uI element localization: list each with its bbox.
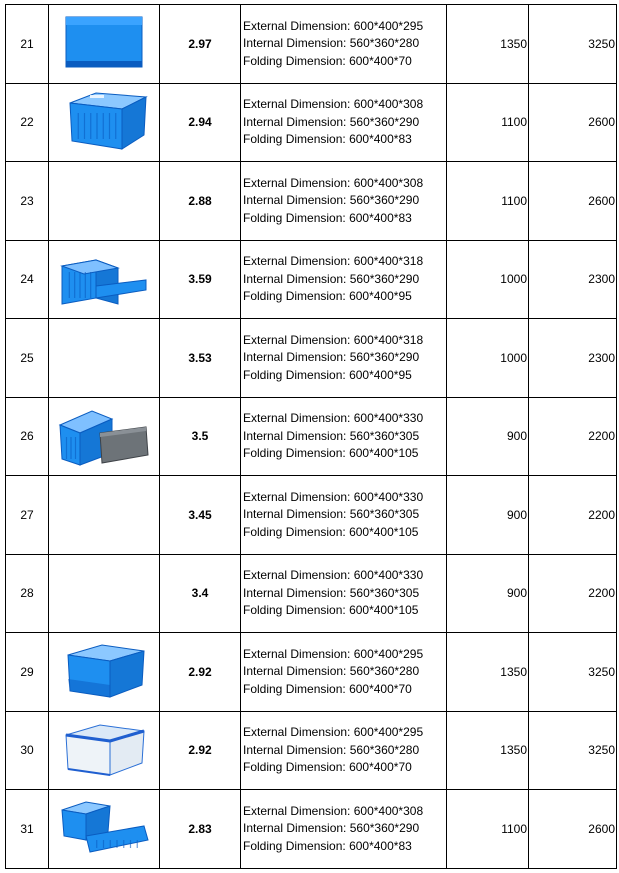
closed-box-crate-image bbox=[56, 11, 152, 77]
quantity-a: 900 bbox=[447, 397, 529, 476]
table-row bbox=[6, 162, 617, 241]
external-dimension-value: 600*400*295 bbox=[353, 18, 424, 33]
table-row bbox=[6, 5, 617, 84]
external-dimension-value: 600*400*308 bbox=[353, 175, 424, 190]
folding-dimension-label: Folding Dimension: bbox=[243, 289, 350, 303]
folding-dimension bbox=[243, 524, 446, 542]
dimensions-cell bbox=[241, 5, 447, 84]
folding-dimension-label: Folding Dimension: bbox=[243, 603, 350, 617]
quantity-b: 2200 bbox=[529, 554, 617, 633]
product-image-cell bbox=[49, 476, 160, 555]
external-dimension bbox=[243, 646, 446, 664]
internal-dimension-label: Internal Dimension: bbox=[243, 585, 350, 600]
external-dimension-label: External Dimension: bbox=[243, 332, 354, 347]
weight-value: 2.83 bbox=[160, 790, 241, 869]
internal-dimension-value: 560*360*305 bbox=[349, 428, 420, 443]
table-row bbox=[6, 711, 617, 790]
external-dimension-value: 600*400*308 bbox=[353, 97, 424, 111]
folding-dimension bbox=[243, 53, 446, 71]
product-image-cell bbox=[49, 83, 160, 162]
external-dimension-label: External Dimension: bbox=[243, 254, 354, 268]
crate-and-folded-crate-image bbox=[56, 796, 152, 862]
quantity-b: 3250 bbox=[529, 711, 617, 790]
open-crate-solid-image bbox=[56, 639, 152, 705]
product-image-cell bbox=[49, 162, 160, 241]
row-number: 26 bbox=[6, 397, 49, 476]
crate-with-grey-folded-image bbox=[56, 403, 152, 469]
folding-dimension-value: 600*400*105 bbox=[349, 603, 419, 617]
row-number: 28 bbox=[6, 554, 49, 633]
quantity-a: 900 bbox=[447, 476, 529, 555]
quantity-a: 1350 bbox=[447, 711, 529, 790]
internal-dimension-label: Internal Dimension: bbox=[243, 350, 350, 364]
table-row bbox=[6, 83, 617, 162]
table-row bbox=[6, 476, 617, 555]
external-dimension bbox=[243, 410, 446, 428]
internal-dimension bbox=[243, 114, 446, 132]
weight-value: 3.5 bbox=[160, 397, 241, 476]
external-dimension bbox=[243, 175, 446, 193]
folding-dimension bbox=[243, 838, 446, 856]
folding-dimension bbox=[243, 367, 446, 385]
dimensions-cell bbox=[241, 476, 447, 555]
row-number: 30 bbox=[6, 711, 49, 790]
weight-value: 2.92 bbox=[160, 633, 241, 712]
external-dimension-label: External Dimension: bbox=[243, 175, 354, 190]
spec-table-body bbox=[6, 5, 617, 869]
table-row bbox=[6, 240, 617, 319]
folding-dimension-value: 600*400*95 bbox=[349, 367, 412, 382]
internal-dimension-value: 560*360*280 bbox=[349, 742, 420, 757]
internal-dimension-value: 560*360*290 bbox=[349, 193, 420, 207]
product-image-cell bbox=[49, 633, 160, 712]
internal-dimension-value: 560*360*290 bbox=[349, 350, 420, 364]
folding-dimension bbox=[243, 210, 446, 228]
internal-dimension bbox=[243, 35, 446, 53]
internal-dimension-value: 560*360*280 bbox=[349, 664, 420, 678]
internal-dimension-value: 560*360*290 bbox=[349, 271, 420, 286]
folding-dimension-label: Folding Dimension: bbox=[243, 210, 350, 225]
internal-dimension bbox=[243, 349, 446, 367]
folding-dimension-value: 600*400*70 bbox=[349, 681, 412, 696]
dimensions-cell bbox=[241, 240, 447, 319]
quantity-a: 1100 bbox=[447, 83, 529, 162]
quantity-b: 2600 bbox=[529, 790, 617, 869]
row-number: 31 bbox=[6, 790, 49, 869]
external-dimension-label: External Dimension: bbox=[243, 18, 354, 33]
internal-dimension-label: Internal Dimension: bbox=[243, 821, 350, 835]
external-dimension bbox=[243, 489, 446, 507]
external-dimension-value: 600*400*330 bbox=[353, 411, 424, 425]
table-row bbox=[6, 554, 617, 633]
quantity-b: 2600 bbox=[529, 162, 617, 241]
quantity-a: 1350 bbox=[447, 633, 529, 712]
folding-dimension-value: 600*400*83 bbox=[349, 838, 412, 853]
dimensions-cell bbox=[241, 633, 447, 712]
dimensions-cell bbox=[241, 162, 447, 241]
row-number: 27 bbox=[6, 476, 49, 555]
product-image-cell bbox=[49, 319, 160, 398]
folding-dimension-label: Folding Dimension: bbox=[243, 524, 350, 539]
internal-dimension-value: 560*360*280 bbox=[349, 36, 420, 50]
folding-dimension-value: 600*400*105 bbox=[349, 446, 419, 460]
external-dimension-label: External Dimension: bbox=[243, 725, 354, 739]
internal-dimension bbox=[243, 820, 446, 838]
internal-dimension bbox=[243, 271, 446, 289]
quantity-a: 1350 bbox=[447, 5, 529, 84]
product-spec-table bbox=[5, 4, 617, 869]
external-dimension-value: 600*400*295 bbox=[353, 725, 424, 739]
quantity-a: 1100 bbox=[447, 162, 529, 241]
external-dimension-value: 600*400*295 bbox=[353, 646, 424, 661]
folding-dimension-label: Folding Dimension: bbox=[243, 838, 350, 853]
internal-dimension-label: Internal Dimension: bbox=[243, 507, 350, 521]
folding-dimension-value: 600*400*95 bbox=[349, 289, 412, 303]
folding-dimension-value: 600*400*83 bbox=[349, 132, 412, 146]
external-dimension bbox=[243, 18, 446, 36]
external-dimension-value: 600*400*318 bbox=[353, 254, 424, 268]
external-dimension bbox=[243, 253, 446, 271]
quantity-a: 1000 bbox=[447, 319, 529, 398]
row-number: 21 bbox=[6, 5, 49, 84]
folding-dimension-label: Folding Dimension: bbox=[243, 367, 350, 382]
external-dimension-label: External Dimension: bbox=[243, 568, 354, 582]
dimensions-cell bbox=[241, 554, 447, 633]
transparent-crate-image bbox=[56, 717, 152, 783]
folding-dimension-label: Folding Dimension: bbox=[243, 681, 350, 696]
folding-dimension bbox=[243, 759, 446, 777]
row-number: 25 bbox=[6, 319, 49, 398]
quantity-b: 2200 bbox=[529, 476, 617, 555]
internal-dimension-label: Internal Dimension: bbox=[243, 664, 350, 678]
table-row bbox=[6, 397, 617, 476]
quantity-b: 3250 bbox=[529, 633, 617, 712]
row-number: 24 bbox=[6, 240, 49, 319]
crate-half-folded-image bbox=[56, 246, 152, 312]
dimensions-cell bbox=[241, 319, 447, 398]
weight-value: 2.94 bbox=[160, 83, 241, 162]
dimensions-cell bbox=[241, 397, 447, 476]
weight-value: 3.59 bbox=[160, 240, 241, 319]
quantity-b: 2200 bbox=[529, 397, 617, 476]
quantity-a: 1000 bbox=[447, 240, 529, 319]
product-image-cell bbox=[49, 554, 160, 633]
quantity-b: 2600 bbox=[529, 83, 617, 162]
internal-dimension-label: Internal Dimension: bbox=[243, 742, 350, 757]
external-dimension-value: 600*400*308 bbox=[353, 803, 424, 818]
internal-dimension bbox=[243, 663, 446, 681]
external-dimension bbox=[243, 803, 446, 821]
product-image-cell bbox=[49, 790, 160, 869]
internal-dimension-label: Internal Dimension: bbox=[243, 36, 350, 50]
external-dimension-value: 600*400*318 bbox=[353, 332, 424, 347]
external-dimension bbox=[243, 332, 446, 350]
dimensions-cell bbox=[241, 790, 447, 869]
quantity-a: 1100 bbox=[447, 790, 529, 869]
folding-dimension bbox=[243, 288, 446, 306]
internal-dimension bbox=[243, 742, 446, 760]
table-row bbox=[6, 790, 617, 869]
folding-dimension-label: Folding Dimension: bbox=[243, 53, 350, 68]
row-number: 29 bbox=[6, 633, 49, 712]
internal-dimension bbox=[243, 428, 446, 446]
internal-dimension-value: 560*360*290 bbox=[349, 114, 420, 129]
quantity-b: 3250 bbox=[529, 5, 617, 84]
external-dimension bbox=[243, 96, 446, 114]
row-number: 22 bbox=[6, 83, 49, 162]
quantity-a: 900 bbox=[447, 554, 529, 633]
external-dimension-value: 600*400*330 bbox=[353, 489, 424, 504]
internal-dimension-value: 560*360*305 bbox=[349, 507, 420, 521]
folding-dimension bbox=[243, 681, 446, 699]
internal-dimension bbox=[243, 506, 446, 524]
external-dimension-label: External Dimension: bbox=[243, 411, 354, 425]
weight-value: 2.97 bbox=[160, 5, 241, 84]
folding-dimension-value: 600*400*105 bbox=[349, 524, 419, 539]
quantity-b: 2300 bbox=[529, 240, 617, 319]
folding-dimension-value: 600*400*70 bbox=[349, 53, 412, 68]
product-image-cell bbox=[49, 5, 160, 84]
table-row bbox=[6, 319, 617, 398]
dimensions-cell bbox=[241, 711, 447, 790]
folding-dimension-label: Folding Dimension: bbox=[243, 760, 350, 774]
product-image-cell bbox=[49, 711, 160, 790]
internal-dimension bbox=[243, 585, 446, 603]
external-dimension-label: External Dimension: bbox=[243, 489, 354, 504]
external-dimension-label: External Dimension: bbox=[243, 803, 354, 818]
internal-dimension-value: 560*360*305 bbox=[349, 585, 420, 600]
internal-dimension-label: Internal Dimension: bbox=[243, 114, 350, 129]
product-image-cell bbox=[49, 240, 160, 319]
external-dimension-value: 600*400*330 bbox=[353, 568, 424, 582]
folding-dimension-value: 600*400*83 bbox=[349, 210, 412, 225]
internal-dimension bbox=[243, 192, 446, 210]
folding-dimension-label: Folding Dimension: bbox=[243, 132, 350, 146]
internal-dimension-value: 560*360*290 bbox=[349, 821, 420, 835]
weight-value: 3.4 bbox=[160, 554, 241, 633]
folding-dimension-value: 600*400*70 bbox=[349, 760, 412, 774]
folding-dimension bbox=[243, 602, 446, 620]
internal-dimension-label: Internal Dimension: bbox=[243, 193, 350, 207]
table-row bbox=[6, 633, 617, 712]
external-dimension bbox=[243, 567, 446, 585]
quantity-b: 2300 bbox=[529, 319, 617, 398]
weight-value: 3.53 bbox=[160, 319, 241, 398]
folding-dimension bbox=[243, 131, 446, 149]
dimensions-cell bbox=[241, 83, 447, 162]
row-number: 23 bbox=[6, 162, 49, 241]
external-dimension-label: External Dimension: bbox=[243, 646, 354, 661]
open-crate-handles-image bbox=[56, 89, 152, 155]
folding-dimension-label: Folding Dimension: bbox=[243, 446, 350, 460]
internal-dimension-label: Internal Dimension: bbox=[243, 428, 350, 443]
weight-value: 3.45 bbox=[160, 476, 241, 555]
external-dimension bbox=[243, 724, 446, 742]
weight-value: 2.88 bbox=[160, 162, 241, 241]
weight-value: 2.92 bbox=[160, 711, 241, 790]
product-image-cell bbox=[49, 397, 160, 476]
external-dimension-label: External Dimension: bbox=[243, 97, 354, 111]
folding-dimension bbox=[243, 445, 446, 463]
internal-dimension-label: Internal Dimension: bbox=[243, 271, 350, 286]
